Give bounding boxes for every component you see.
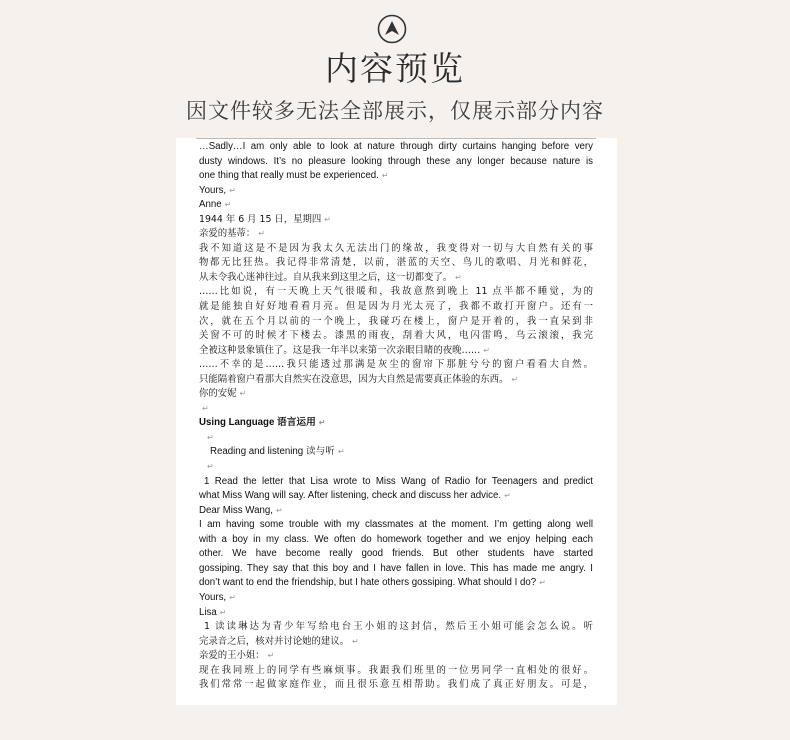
document-line-text: Using Language 语言运用 [199, 417, 316, 429]
paragraph-mark-icon: ↵ [381, 171, 389, 181]
document-line-text: 1944 年 6 月 15 日，星期四 [199, 213, 322, 225]
document-line-text: 次，就在五个月以前的一个晚上，我碰巧在楼上，窗户是开着的，我一直呆到非 [199, 315, 593, 327]
paragraph-mark-icon: ↵ [258, 229, 265, 239]
page-subtitle: 因文件较多无法全部展示，仅展示部分内容 [186, 99, 604, 123]
navigation-arrow-icon [377, 14, 407, 44]
document-line-text: 我不知道这是不是因为我太久无法出门的缘故，我变得对一切与大自然有关的事 [199, 242, 593, 254]
document-line [199, 315, 593, 330]
document-line-text: 1 读读琳达为青少年写给电台王小姐的这封信，然后王小姐可能会怎么说。听 [204, 621, 593, 633]
document-line [199, 358, 593, 373]
document-line-text: 只能隔着窗户看那大自然实在没意思，因为大自然是需要真正体验的东西。 [199, 373, 509, 385]
document-line [199, 489, 593, 504]
document-line-text: I am having some trouble with my classmates at the moment. I’m getting along well [199, 519, 593, 531]
paragraph-mark-icon: ↵ [455, 272, 462, 282]
document-line [199, 445, 593, 460]
document-line-text: 你的安妮 [199, 388, 237, 400]
document-line-text: 我们常常一起做家庭作业，而且很乐意互相帮助。我们成了真正好朋友。可是， [199, 679, 593, 691]
document-line-text: 从未令我心迷神往过。自从我来到这里之后，这一切都变了。 [199, 271, 453, 283]
paragraph-mark-icon: ↵ [207, 462, 214, 472]
document-line [199, 504, 593, 519]
document-line [199, 373, 593, 388]
document-line-text: what Miss Wang will say. After listening, check and discuss her advice. [199, 490, 502, 502]
paragraph-mark-icon: ↵ [267, 651, 275, 661]
document-line-text: ……比如说，有一天晚上天气很暖和，我故意熬到晚上 11 点半都不睡觉，为的 [199, 286, 593, 298]
document-line [199, 606, 593, 621]
page-title: 内容预览 [325, 49, 465, 88]
document-line [199, 242, 593, 257]
paragraph-mark-icon: ↵ [324, 214, 331, 224]
document-line [199, 329, 593, 344]
document-line-text: dusty windows. It’s no pleasure looking through these any longer because nature is [199, 155, 593, 167]
document-line-text: 亲爱的王小姐： [199, 650, 265, 662]
document-line [199, 140, 593, 155]
document-line-text: 完录音之后，核对并讨论她的建议。 [199, 635, 350, 647]
document-body [199, 140, 593, 693]
document-preview [176, 138, 617, 705]
paragraph-mark-icon: ↵ [275, 505, 283, 515]
paragraph-mark-icon: ↵ [229, 185, 236, 195]
document-line [199, 562, 593, 577]
document-line [199, 227, 593, 242]
document-line [199, 387, 593, 402]
document-line [199, 344, 593, 359]
document-line [199, 460, 593, 475]
document-line [199, 664, 593, 679]
paragraph-mark-icon: ↵ [352, 636, 359, 646]
paragraph-mark-icon: ↵ [229, 592, 236, 602]
document-line-text: gossiping. They say that this boy and I have fallen in love. This has made me angry. I [199, 562, 593, 574]
document-line [199, 431, 593, 446]
document-line-text: Dear Miss Wang, [199, 504, 273, 516]
document-line [199, 547, 593, 562]
document-line-text: 现在我同班上的同学有些麻烦事。我跟我们班里的一位男同学一直相处的很好。 [199, 664, 593, 676]
document-line-text: 关窗不可的时候才下楼去。漆黑的雨夜，刮着大风，电闪雷鸣，乌云滚滚，我完 [199, 330, 593, 342]
document-line-text: Yours, [199, 591, 227, 603]
document-line [199, 256, 593, 271]
document-line-text: 物都无比狂热。我记得非常清楚，以前，湛蓝的天空、鸟儿的歌唱、月光和鲜花， [199, 257, 593, 269]
paragraph-mark-icon: ↵ [539, 578, 546, 588]
document-line [199, 591, 593, 606]
paragraph-mark-icon: ↵ [239, 389, 247, 399]
document-line [199, 155, 593, 170]
document-line-text: other. We have become really good friends. But other students have started [199, 548, 593, 560]
document-line-text: Reading and listening 读与听 [210, 446, 335, 458]
document-line-text: 就是能独自好好地看看月亮。但是因为月光太亮了，我都不敢打开窗户。还有一 [199, 301, 593, 313]
document-line-text: 亲爱的基蒂： [199, 228, 256, 240]
paragraph-mark-icon: ↵ [511, 374, 519, 384]
document-line [199, 635, 593, 650]
document-line [199, 271, 593, 286]
document-line [199, 475, 593, 490]
page-top-rule [196, 138, 596, 139]
document-line-text: Yours, [199, 184, 227, 196]
paragraph-mark-icon: ↵ [219, 607, 227, 617]
document-line [199, 518, 593, 533]
document-line [199, 184, 593, 199]
document-line [199, 576, 593, 591]
document-line-text: …Sadly…I am only able to look at nature through dirty curtains hanging before very [199, 141, 593, 152]
document-line [199, 402, 593, 417]
document-line-text: ……不幸的是……我只能透过那满是灰尘的窗帘下那脏兮兮的窗户看看大自然。 [199, 359, 593, 371]
document-line [199, 213, 593, 228]
paragraph-mark-icon: ↵ [224, 200, 232, 210]
document-line [199, 198, 593, 213]
document-line-text: Anne [199, 199, 222, 211]
document-line [199, 649, 593, 664]
document-line [199, 300, 593, 315]
document-line [199, 285, 593, 300]
document-line [199, 620, 593, 635]
document-line-text: 全被这种景象镇住了。这是我一年半以来第一次亲眼目睹的夜晚…… [199, 344, 481, 356]
paragraph-mark-icon: ↵ [202, 403, 209, 413]
paragraph-mark-icon: ↵ [318, 418, 326, 428]
document-line [199, 416, 593, 431]
paragraph-mark-icon: ↵ [337, 447, 345, 457]
document-line [199, 533, 593, 548]
document-line [199, 169, 593, 184]
document-line-text: Lisa [199, 606, 217, 618]
paragraph-mark-icon: ↵ [504, 491, 511, 501]
document-line-text: one thing that really must be experienced. [199, 170, 379, 182]
document-line-text: don’t want to end the friendship, but I hate others gossiping. What should I do? [199, 577, 537, 589]
paragraph-mark-icon: ↵ [483, 345, 490, 355]
document-line-text: 1 Read the letter that Lisa wrote to Miss Wang of Radio for Teenagers and predict [204, 475, 593, 487]
document-line-text: with a boy in my class. We often do homework together and we enjoy helping each [199, 533, 593, 545]
paragraph-mark-icon: ↵ [207, 432, 214, 442]
document-line [199, 678, 593, 693]
